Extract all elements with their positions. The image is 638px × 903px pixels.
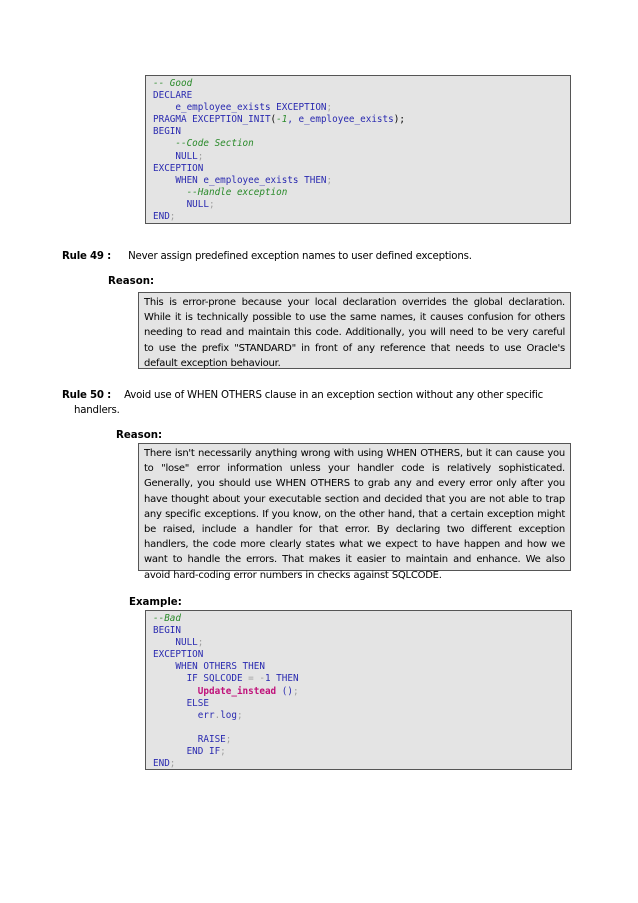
rule-50-text-cont: handlers. [74,405,120,416]
code-token: -1 [276,114,288,126]
code-token: END [153,758,170,770]
code-line [153,746,571,758]
code-token: EXCEPTION [153,649,204,661]
code-token: PRAGMA EXCEPTION_INIT [153,114,271,126]
code-line [153,126,570,138]
rule-50 [62,389,543,403]
code-line [153,698,571,710]
rule-49-text: Never assign predefined exception names to user defined exceptions. [128,251,472,262]
code-line [153,734,571,746]
code-token: ; [197,637,204,649]
code-token: ; [169,758,176,770]
rule-49 [62,250,472,264]
code-line [153,649,571,661]
code-line [153,90,570,102]
code-token: 1 THEN [264,673,299,685]
code-token: ; [225,733,232,745]
reason-49-text: This is error-prone because your local declaration overrides the global declaration. While it is technically possible to use the same names, it causes confusion for others needing to read and maintain this code. Additionally, you will need to be very careful to use the prefix "STANDARD" in front of any reference that needs to use Oracle's default exception behaviour. [144,297,565,369]
code-token: --Code Section [153,138,254,150]
code-token: ; [169,211,176,223]
reason-50-label: Reason: [116,430,163,441]
reason-49-label: Reason: [108,276,155,287]
code-token: = - [248,673,265,685]
reason-50-box [138,443,571,581]
code-line [153,710,571,722]
code-token: NULL [153,150,198,162]
code-token: . [214,709,221,721]
code-token: --Handle exception [153,186,288,198]
code-token: ( [270,114,277,126]
code-line [153,661,571,673]
code-line [153,673,571,685]
code-line [153,187,570,199]
code-token: e_employee_exists EXCEPTION [153,102,327,114]
code-line [153,114,570,126]
code-token: ; [326,102,333,114]
code-token: EXCEPTION [153,162,204,174]
code-token: WHEN e_employee_exists THEN [153,174,327,186]
code-block-bad-example [145,610,572,770]
code-line [153,722,571,734]
code-token: RAISE [153,733,226,745]
code-token: END IF [153,746,221,758]
rule-50-continuation [74,404,120,418]
code-token: ; [197,150,204,162]
code-line [153,211,570,223]
code-line [153,637,571,649]
code-line [153,175,570,187]
code-line [153,686,571,698]
code-line [153,78,570,90]
code-line [153,758,571,770]
code-token: NULL [153,637,198,649]
reason-49-box [138,292,571,369]
code-token: ); [393,114,405,126]
code-token: WHEN OTHERS THEN [153,661,265,673]
code-token: END [153,211,170,223]
code-token: , e_employee_exists [287,114,394,126]
code-token: BEGIN [153,126,181,138]
code-token: BEGIN [153,625,181,637]
code-token: ; [208,198,215,210]
example-50-label: Example: [129,597,182,608]
code-token: IF SQLCODE [153,673,249,685]
code-token: log [220,709,237,721]
code-line [153,138,570,150]
code-token: () [276,685,293,697]
code-token: ; [292,685,299,697]
code-token [153,686,198,697]
code-token: --Bad [153,613,181,624]
reason-50-text: There isn't necessarily anything wrong with using WHEN OTHERS, but it can cause you to "lose" error information unless your handler code is relatively sophisticated. Generally, you should use WHEN OTHERS to grab any and every error only after you have thought about your executable section and decided that you are not able to trap any specific exceptions. If you know, on the other hand, that a certain exception might be raised, include a handler for that error. By declaring two different exception handlers, the code more clearly states what we expect to have happen and how we want to handle the errors. That makes it easier to maintain and enhance. We also avoid hard-coding error numbers in checks against SQLCODE. [144,448,565,581]
code-line [153,613,571,625]
code-block-good-example [145,75,571,224]
rule-50-label: Rule 50 : [62,390,112,401]
code-line [153,199,570,211]
code-token: ; [220,746,226,758]
code-token: ELSE [153,697,209,709]
rule-49-label: Rule 49 : [62,251,112,262]
code-token: Update_instead [197,685,277,697]
code-token: -- Good [153,78,193,89]
code-line [153,151,570,163]
code-token: err [153,709,215,721]
code-token: ; [236,709,243,721]
code-line [153,625,571,637]
code-line [153,102,570,114]
code-token: DECLARE [153,90,193,102]
rule-50-text: Avoid use of WHEN OTHERS clause in an exception section without any other specific [124,390,544,401]
code-token: ; [326,174,333,186]
code-line [153,163,570,175]
code-token: NULL [153,198,209,210]
